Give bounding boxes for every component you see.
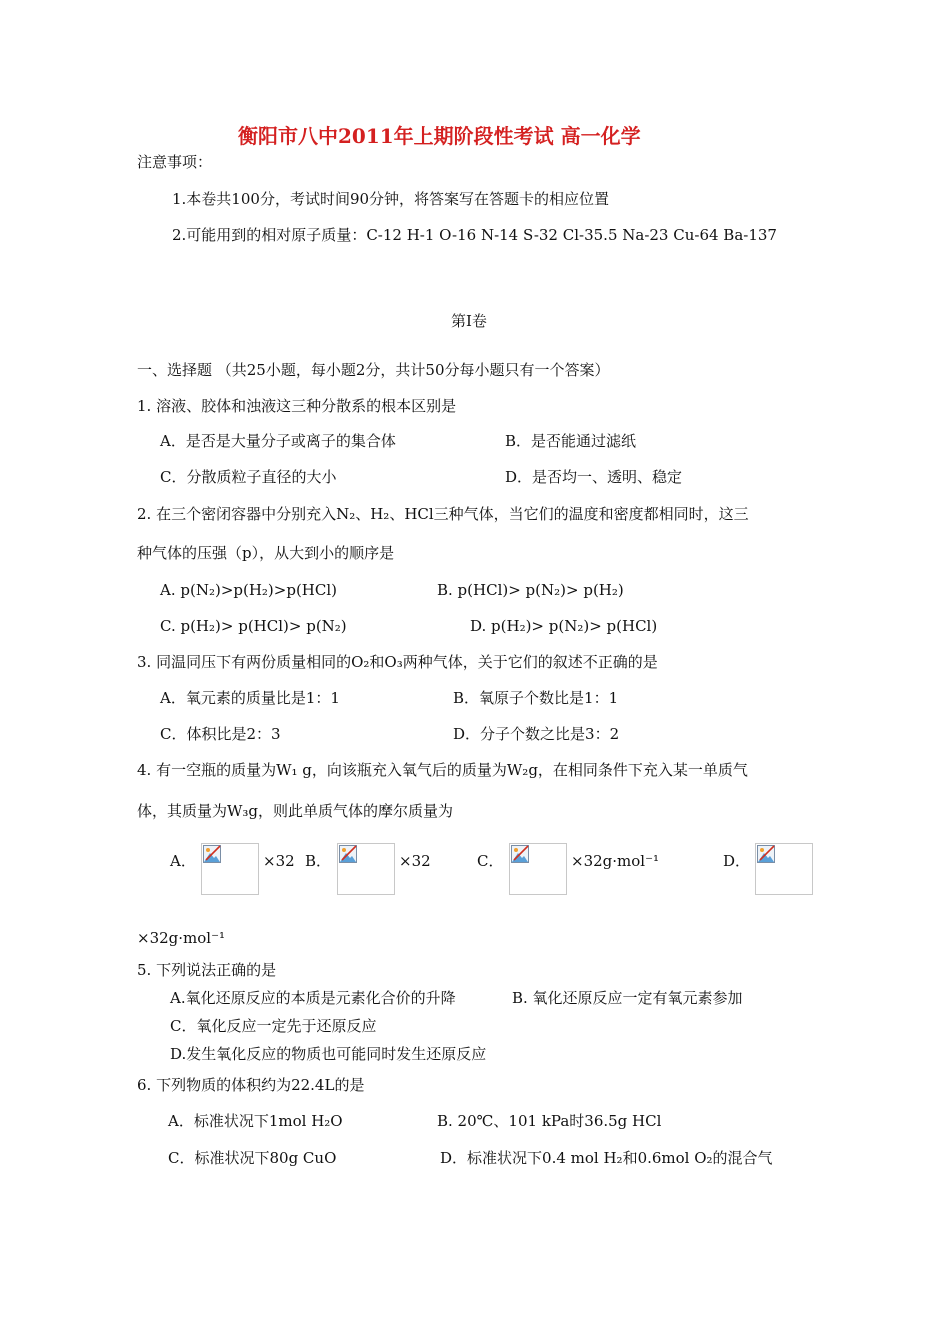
q5-option-b: B. 氧化还原反应一定有氧元素参加 bbox=[512, 989, 743, 1007]
q4-option-d-label: D． bbox=[723, 852, 751, 870]
notice-item-2: 2.可能用到的相对原子质量：C-12 H-1 O-16 N-14 S-32 Cl-35.5 Na-23 Cu-64 Ba-137 bbox=[172, 226, 777, 244]
q3-option-d: D．分子个数之比是3：2 bbox=[453, 725, 620, 743]
q2-option-c: C. p(H₂)> p(HCl)> p(N₂) bbox=[160, 617, 347, 635]
q4-option-b-formula-image bbox=[337, 843, 395, 895]
section-heading: 一、选择题 （共25小题，每小题2分，共计50分每小题只有一个答案） bbox=[137, 361, 610, 379]
q4-stem-cont: 体，其质量为W₃g，则此单质气体的摩尔质量为 bbox=[137, 802, 454, 820]
q5-option-d: D.发生氧化反应的物质也可能同时发生还原反应 bbox=[170, 1045, 487, 1063]
q3-option-a: A．氧元素的质量比是1：1 bbox=[160, 689, 340, 707]
q5-option-a: A.氧化还原反应的本质是元素化合价的升降 bbox=[170, 989, 456, 1007]
q2-option-d: D. p(H₂)> p(N₂)> p(HCl) bbox=[470, 617, 658, 635]
q1-option-a: A．是否是大量分子或离子的集合体 bbox=[160, 432, 396, 450]
q4-option-c-formula-image bbox=[509, 843, 567, 895]
q1-option-c: C．分散质粒子直径的大小 bbox=[160, 468, 337, 486]
volume-heading: 第Ⅰ卷 bbox=[451, 312, 487, 330]
q4-option-a-tail: ×32 bbox=[263, 852, 295, 870]
q4-option-a-label: A． bbox=[170, 852, 196, 870]
q4-option-a-formula-image bbox=[201, 843, 259, 895]
q6-option-c: C．标准状况下80g CuO bbox=[168, 1149, 337, 1167]
q4-option-d-tail: ×32g·mol⁻¹ bbox=[137, 929, 226, 947]
broken-image-icon bbox=[203, 845, 221, 863]
broken-image-icon bbox=[511, 845, 529, 863]
q2-option-a: A. p(N₂)>p(H₂)>p(HCl) bbox=[160, 581, 338, 599]
q4-option-d-formula-image bbox=[755, 843, 813, 895]
page-title: 衡阳市八中2011年上期阶段性考试 高一化学 bbox=[238, 124, 641, 148]
q3-option-c: C．体积比是2：3 bbox=[160, 725, 281, 743]
q2-stem: 2. 在三个密闭容器中分别充入N₂、H₂、HCl三种气体，当它们的温度和密度都相同时，这三 bbox=[137, 505, 749, 523]
broken-image-icon bbox=[757, 845, 775, 863]
q1-option-b: B．是否能通过滤纸 bbox=[505, 432, 637, 450]
q4-option-b-tail: ×32 bbox=[399, 852, 431, 870]
q6-option-b: B. 20℃、101 kPa时36.5g HCl bbox=[437, 1112, 662, 1130]
q2-stem-cont: 种气体的压强（p），从大到小的顺序是 bbox=[137, 544, 395, 562]
q3-stem: 3. 同温同压下有两份质量相同的O₂和O₃两种气体，关于它们的叙述不正确的是 bbox=[137, 653, 658, 671]
q3-option-b: B．氧原子个数比是1：1 bbox=[453, 689, 619, 707]
q5-stem: 5. 下列说法正确的是 bbox=[137, 961, 277, 979]
notice-heading: 注意事项： bbox=[137, 153, 213, 171]
q1-stem: 1. 溶液、胶体和浊液这三种分散系的根本区别是 bbox=[137, 397, 457, 415]
q4-option-c-label: C． bbox=[477, 852, 504, 870]
q6-stem: 6. 下列物质的体积约为22.4L的是 bbox=[137, 1076, 365, 1094]
q6-option-a: A．标准状况下1mol H₂O bbox=[168, 1112, 343, 1130]
broken-image-icon bbox=[339, 845, 357, 863]
q4-option-c-tail: ×32g·mol⁻¹ bbox=[571, 852, 660, 870]
q1-option-d: D．是否均一、透明、稳定 bbox=[505, 468, 683, 486]
q6-option-d: D．标准状况下0.4 mol H₂和0.6mol O₂的混合气 bbox=[440, 1149, 773, 1167]
q4-stem: 4. 有一空瓶的质量为W₁ g，向该瓶充入氧气后的质量为W₂g，在相同条件下充入某一单质气 bbox=[137, 761, 748, 779]
q2-option-b: B. p(HCl)> p(N₂)> p(H₂) bbox=[437, 581, 624, 599]
notice-item-1: 1.本卷共100分，考试时间90分钟，将答案写在答题卡的相应位置 bbox=[172, 190, 610, 208]
q4-option-b-label: B． bbox=[305, 852, 332, 870]
q5-option-c: C．氧化反应一定先于还原反应 bbox=[170, 1017, 377, 1035]
